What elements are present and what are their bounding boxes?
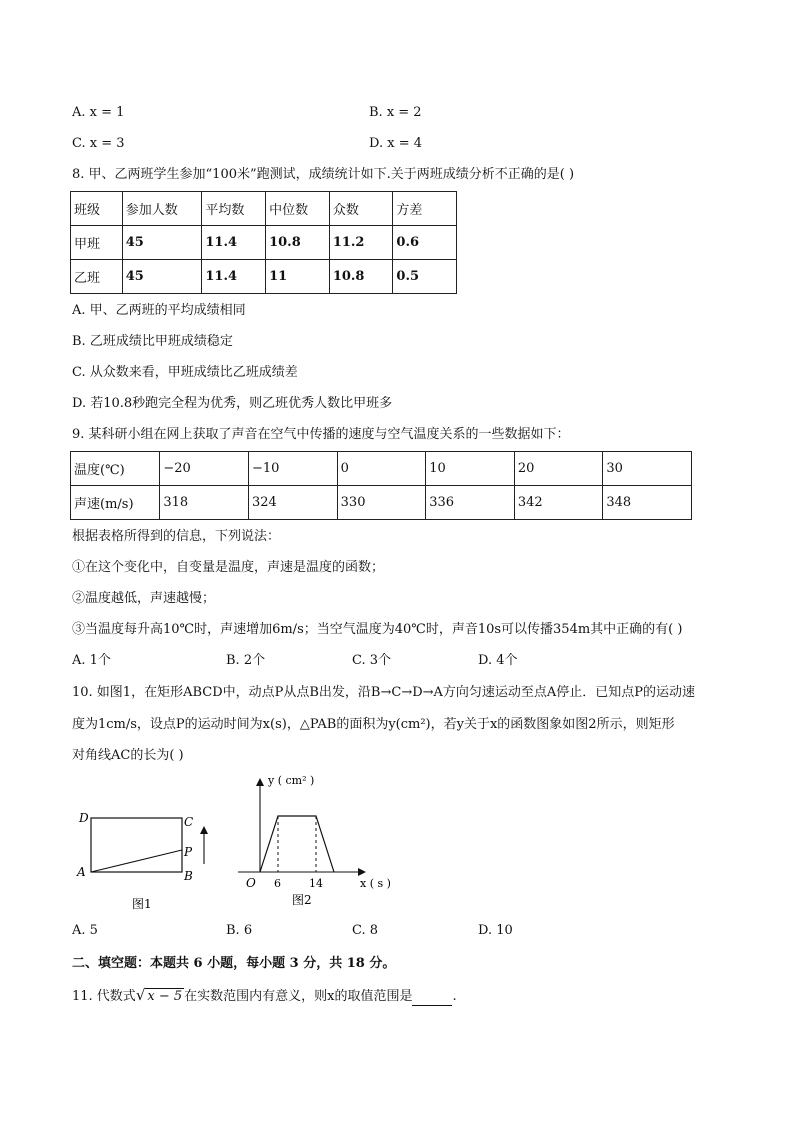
table-row: [71, 260, 457, 294]
x-axis-label: x ( s ): [360, 877, 391, 890]
q9-speed-table: [70, 451, 692, 520]
q9-intro: 根据表格所得到的信息，下列说法：: [72, 529, 281, 544]
table-cell: 11.4: [202, 260, 266, 294]
table-cell: 中位数: [266, 192, 330, 226]
q11-end: .: [452, 989, 457, 1004]
up-arrow-icon: [200, 826, 208, 834]
q10-option-a: A. 5: [72, 923, 98, 938]
table-cell: 声速(m/s): [71, 486, 160, 520]
tick-label-6: 6: [274, 877, 281, 890]
q7-option-b: B. x = 2: [369, 105, 422, 120]
q9-statement-1: ①在这个变化中，自变量是温度，声速是温度的函数；: [72, 560, 385, 575]
q11-stem: [72, 986, 457, 1006]
label-b: B: [184, 869, 193, 883]
table-cell: 10.8: [329, 260, 393, 294]
label-c: C: [184, 815, 194, 829]
segment-ap: [91, 850, 182, 872]
q11-prefix: 11. 代数式: [72, 989, 136, 1004]
q7-option-d: D. x = 4: [369, 136, 422, 151]
table-row: [71, 226, 457, 260]
q9-statement-3: ③当温度每升高10℃时，声速增加6m/s；当空气温度为40℃时，声音10s可以传播354m其中正确的有( ): [72, 622, 683, 637]
origin-label: O: [246, 876, 256, 890]
section-2-heading: 二、填空题：本题共 6 小题，每小题 3 分，共 18 分。: [72, 956, 396, 971]
q10-figure-1-rectangle: [72, 800, 222, 920]
table-cell: 0: [337, 452, 426, 486]
y-axis-label: y ( cm² ): [268, 774, 315, 787]
answer-blank[interactable]: [412, 991, 452, 1006]
tick-label-14: 14: [309, 877, 323, 890]
table-cell: 324: [249, 486, 338, 520]
table-cell: 348: [603, 486, 692, 520]
q8-option-b: B. 乙班成绩比甲班成绩稳定: [72, 334, 233, 349]
table-cell: 班级: [71, 192, 123, 226]
table-cell: 平均数: [202, 192, 266, 226]
q9-option-d: D. 4个: [478, 653, 518, 668]
q7-option-a: A. x = 1: [72, 105, 125, 120]
table-cell: 0.6: [393, 226, 457, 260]
table-row: [71, 486, 692, 520]
table-cell: 11: [266, 260, 330, 294]
q9-option-c: C. 3个: [352, 653, 392, 668]
q8-option-d: D. 若10.8秒跑完全程为优秀，则乙班优秀人数比甲班多: [72, 396, 393, 411]
q11-suffix: 在实数范围内有意义，则x的取值范围是: [184, 989, 413, 1004]
table-cell: 温度(℃): [71, 452, 160, 486]
table-cell: 30: [603, 452, 692, 486]
table-cell: 方差: [393, 192, 457, 226]
table-cell: 342: [514, 486, 603, 520]
table-cell: 336: [426, 486, 515, 520]
q7-option-c: C. x = 3: [72, 136, 125, 151]
q10-option-b: B. 6: [226, 923, 253, 938]
table-cell: 10: [426, 452, 515, 486]
q9-option-a: A. 1个: [72, 653, 111, 668]
q10-stem-line3: 对角线AC的长为( ): [72, 748, 184, 763]
q9-option-b: B. 2个: [226, 653, 266, 668]
figure-1-caption: 图1: [132, 897, 152, 911]
q9-stem: 9. 某科研小组在网上获取了声音在空气中传播的速度与空气温度关系的一些数据如下：: [72, 427, 570, 442]
table-cell: 10.8: [266, 226, 330, 260]
q8-option-c: C. 从众数来看，甲班成绩比乙班成绩差: [72, 365, 298, 380]
sqrt-icon: √: [135, 986, 146, 1004]
table-cell: 330: [337, 486, 426, 520]
table-cell: 0.5: [393, 260, 457, 294]
table-row: [71, 452, 692, 486]
label-p: P: [184, 845, 193, 859]
table-header-row: [71, 192, 457, 226]
q8-score-table: [70, 191, 457, 294]
table-cell: 甲班: [71, 226, 123, 260]
q8-stem: 8. 甲、乙两班学生参加“100米”跑测试，成绩统计如下.关于两班成绩分析不正确的是( ): [72, 167, 575, 182]
q11-radicand: x − 5: [147, 989, 183, 1004]
figure-2-caption: 图2: [292, 893, 312, 907]
table-cell: −20: [160, 452, 249, 486]
table-cell: 11.2: [329, 226, 393, 260]
q8-option-a: A. 甲、乙两班的平均成绩相同: [72, 303, 246, 318]
y-axis-arrow-icon: [256, 778, 264, 786]
table-cell: 11.4: [202, 226, 266, 260]
function-graph-trapezoid: [260, 816, 334, 872]
table-cell: 45: [122, 260, 202, 294]
q10-option-c: C. 8: [352, 923, 379, 938]
label-a: A: [77, 865, 86, 879]
rectangle-abcd: [91, 818, 182, 872]
table-cell: 乙班: [71, 260, 123, 294]
table-cell: 318: [160, 486, 249, 520]
q10-stem-line1: 10. 如图1，在矩形ABCD中，动点P从点B出发，沿B→C→D→A方向匀速运动至点A停止．已知点P的运动速: [72, 685, 696, 700]
label-d: D: [79, 811, 89, 825]
table-cell: −10: [249, 452, 338, 486]
x-axis-arrow-icon: [358, 868, 366, 876]
q9-statement-2: ②温度越低，声速越慢；: [72, 591, 216, 606]
q10-figure-2-graph: [232, 770, 412, 910]
table-cell: 45: [122, 226, 202, 260]
q10-option-d: D. 10: [478, 923, 513, 938]
table-cell: 20: [514, 452, 603, 486]
table-cell: 参加人数: [122, 192, 202, 226]
q10-stem-line2: 度为1cm/s，设点P的运动时间为x(s)，△PAB的面积为y(cm²)，若y关于x的函数图象如图2所示，则矩形: [72, 717, 675, 732]
table-cell: 众数: [329, 192, 393, 226]
